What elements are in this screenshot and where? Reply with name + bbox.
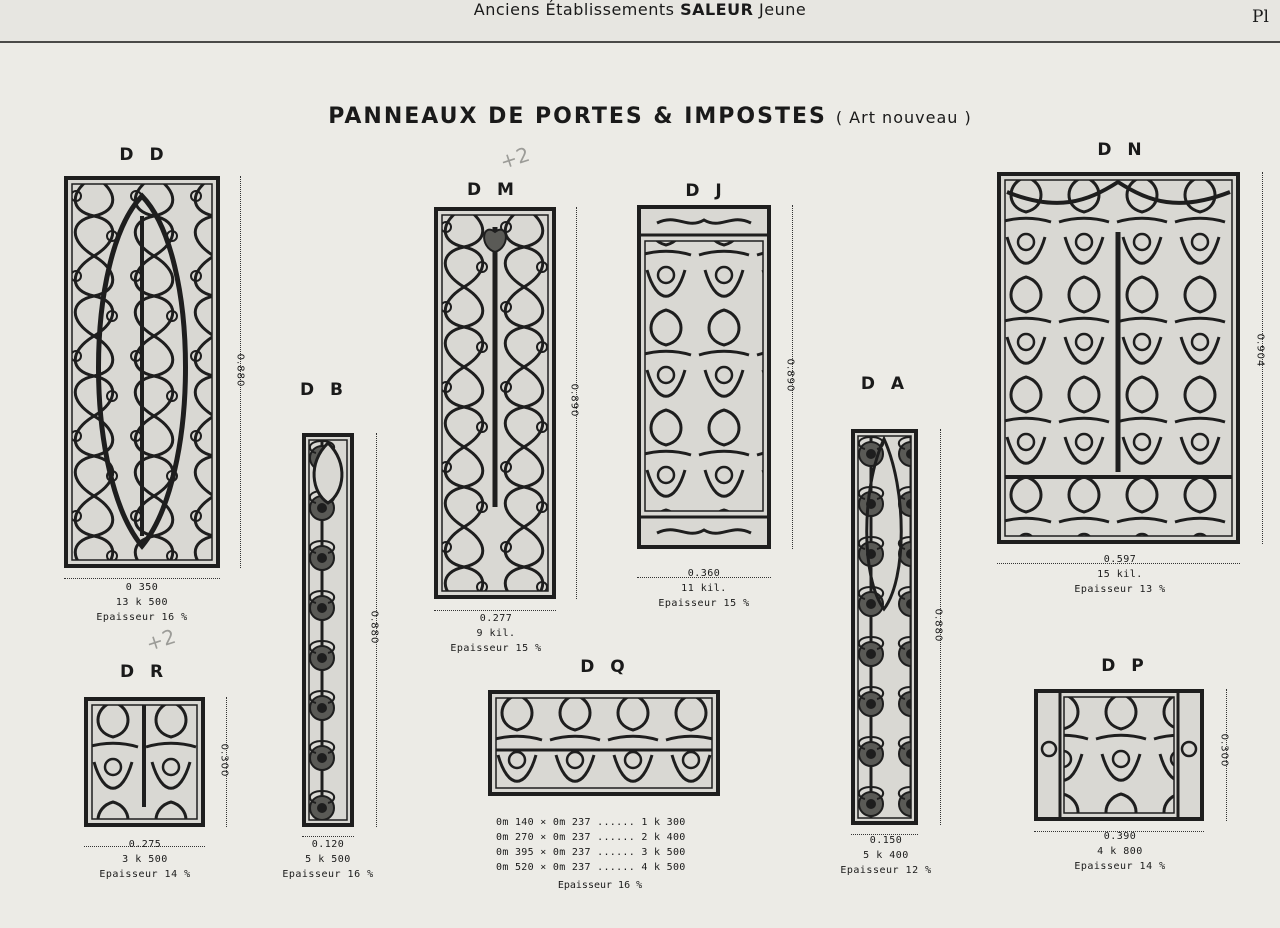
panel-dq-size-table [496,815,716,875]
panel-dr-height: 0.300 [218,743,230,778]
plate-title-main: PANNEAUX DE PORTES & IMPOSTES [328,104,827,129]
panel-code-dp: D P [1101,656,1149,676]
panel-dp-height: 0.300 [1218,733,1230,768]
plate-title [230,104,1070,129]
panel-dd-weight: 13 k 500 [115,597,169,608]
panel-dp-weight: 4 k 800 [1097,846,1143,857]
panel-dm-weight: 9 kil. [476,628,516,639]
header-prefix: Anciens Établissements [473,0,675,19]
header-rule [0,41,1280,43]
panel-dq-size-row: 0m 140 × 0m 237 ...... 1 k 300 [496,817,686,828]
width-dimension-line [64,578,220,579]
panel-da-thickness: Epaisseur 12 % [840,865,932,876]
panel-code-dr: D R [119,662,169,682]
panel-db-weight: 5 k 500 [305,854,351,865]
panel-dr-width: 0.275 [128,839,162,850]
panel-code-db: D B [300,380,348,400]
panel-da-drawing [851,429,918,825]
panel-dm-caption [406,611,586,656]
panel-dm-drawing [434,207,556,599]
header-suffix: Jeune [759,0,807,19]
pencil-mark: +2 [143,624,179,656]
panel-code-dm: D M [467,180,519,200]
panel-dp-caption [1030,829,1210,874]
panel-dj-caption [614,566,794,611]
panel-db-thickness: Epaisseur 16 % [282,869,374,880]
panel-dj-thickness: Epaisseur 15 % [658,598,750,609]
panel-dq-size-row: 0m 395 × 0m 237 ...... 3 k 500 [496,847,686,858]
panel-dj-drawing [637,205,771,549]
panel-dd-width: 0 350 [125,582,159,593]
panel-code-dd: D D [119,145,169,165]
plate-title-sub: ( Art nouveau ) [835,108,972,127]
panel-dj-weight: 11 kil. [681,583,727,594]
panel-da-weight: 5 k 400 [863,850,909,861]
panel-dd-caption [52,580,232,625]
panel-code-dq: D Q [580,657,630,677]
panel-dr-thickness: Epaisseur 14 % [99,869,191,880]
panel-dn-drawing [997,172,1240,544]
panel-da-caption [796,833,976,878]
panel-dr-drawing [84,697,205,827]
panel-code-da: D A [860,374,910,394]
panel-dn-weight: 15 kil. [1097,569,1143,580]
panel-dq-drawing [488,690,720,796]
panel-db-height: 0.880 [368,610,380,645]
panel-da-width: 0.150 [869,835,903,846]
panel-dd-thickness: Epaisseur 16 % [96,612,188,623]
panel-db-caption [238,837,418,882]
panel-dp-drawing [1034,689,1204,821]
panel-code-dn: D N [1097,140,1147,160]
panel-dn-caption [1030,552,1210,597]
panel-dn-thickness: Epaisseur 13 % [1074,584,1166,595]
panel-dj-width: 0.360 [687,568,721,579]
panel-db-width: 0.120 [311,839,345,850]
panel-dq-thickness: Epaisseur 16 % [557,880,643,891]
running-header [360,0,920,22]
panel-dd-height: 0.880 [234,353,246,388]
plate-number: Pl [1252,7,1269,27]
panel-dq-size-row: 0m 270 × 0m 237 ...... 2 k 400 [496,832,686,843]
panel-dm-width: 0.277 [479,613,513,624]
panel-dm-thickness: Epaisseur 15 % [450,643,542,654]
panel-code-dj: D J [685,181,727,201]
panel-db-drawing [302,433,354,827]
panel-dn-width: 0.597 [1103,554,1137,565]
panel-dr-weight: 3 k 500 [122,854,168,865]
panel-dr-caption [55,837,235,882]
header-brand: SALEUR [680,0,754,19]
panel-da-height: 0.880 [932,608,944,643]
panel-dj-height: 0.890 [784,358,796,393]
panel-dp-width: 0.390 [1103,831,1137,842]
panel-dd-drawing [64,176,220,568]
panel-dp-thickness: Epaisseur 14 % [1074,861,1166,872]
panel-dm-height: 0.890 [568,383,580,418]
panel-dq-size-row: 0m 520 × 0m 237 ...... 4 k 500 [496,862,686,873]
pencil-mark: +2 [497,142,533,174]
panel-dn-height: 0.904 [1254,333,1266,368]
